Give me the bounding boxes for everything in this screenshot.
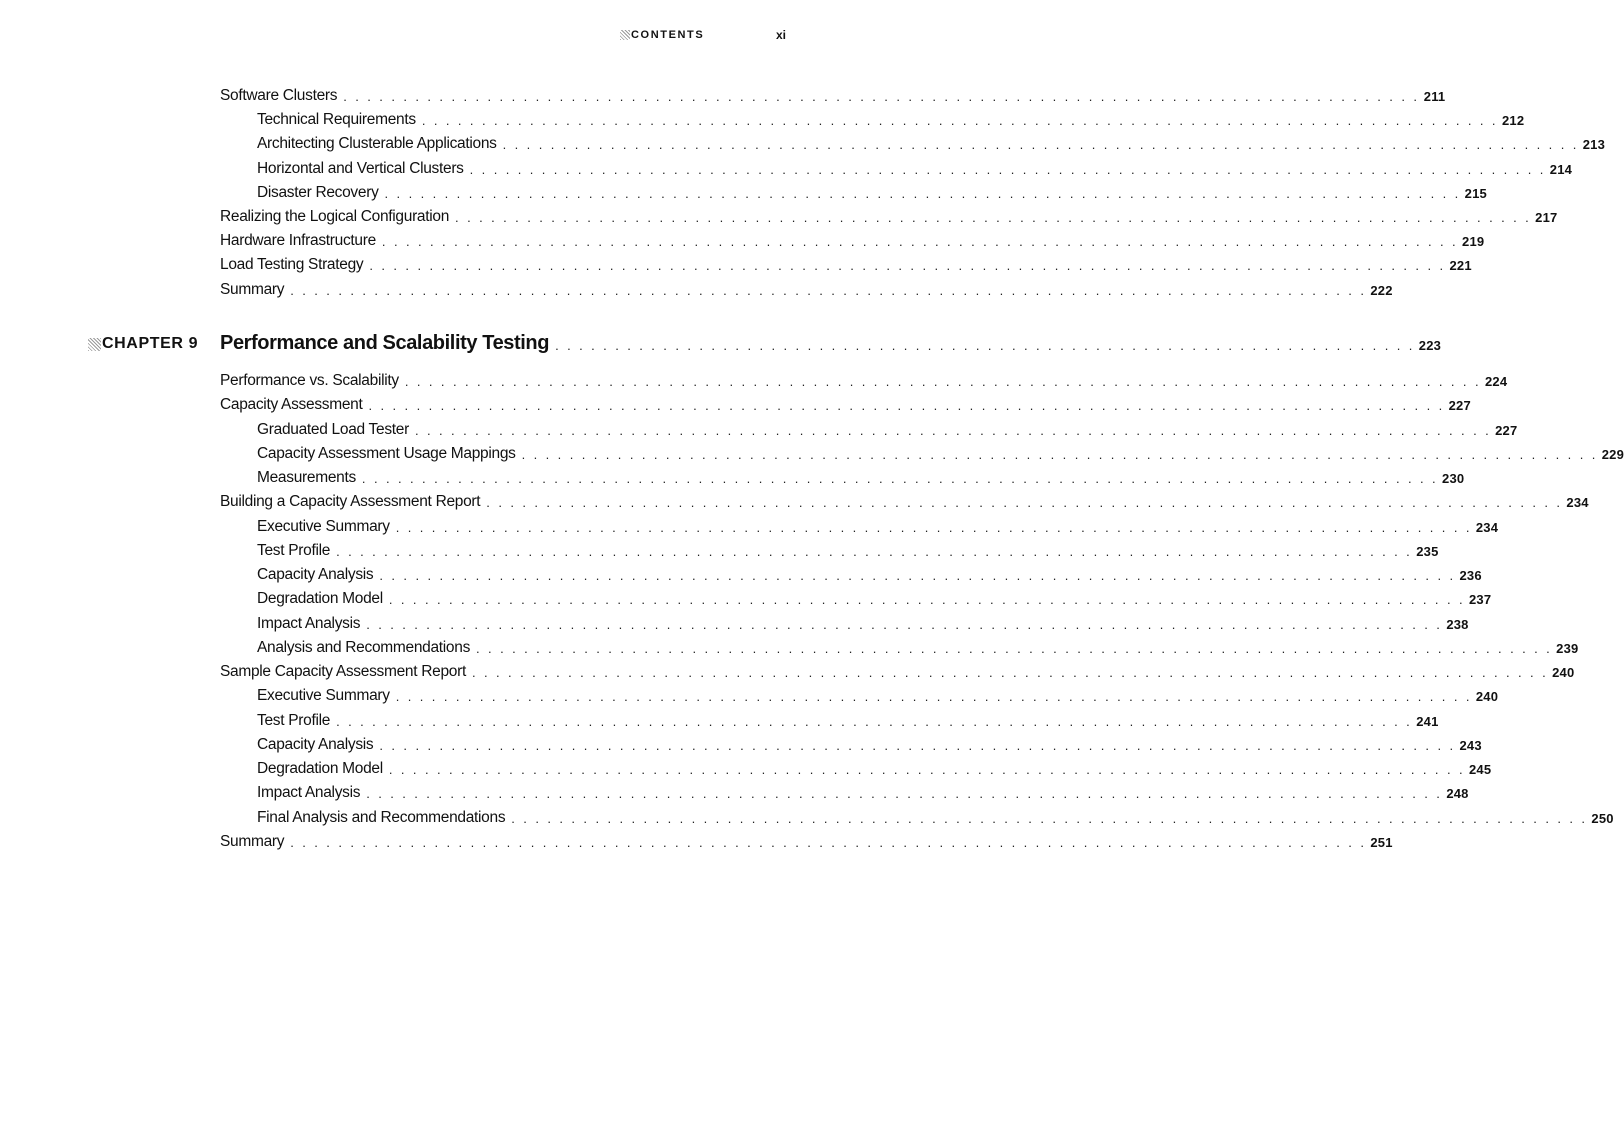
dot-leader: . . . . . . . . . . . . . . . . . . . . . . . . . . . . . . . . . . . . . . . . . . . . . . . . . . . . . . . . . . . . . . . . . . . . . . . . . . . . . . . . . . . . . . . . . . — [368, 398, 1445, 414]
toc-entry-title: Summary — [220, 280, 285, 298]
toc-entry-title: Technical Requirements — [257, 111, 416, 129]
toc-entry-page: 235 — [1416, 543, 1439, 559]
toc-entry-title: Executive Summary — [257, 517, 390, 535]
dot-leader: . . . . . . . . . . . . . . . . . . . . . . . . . . . . . . . . . . . . . . . . . . . . . . . . . . . . . . . . . . . . . . . . . . . . . . . . . . . . . . . . . . . . . . . . . . — [471, 665, 1549, 680]
dot-leader: . . . . . . . . . . . . . . . . . . . . . . . . . . . . . . . . . . . . . . . . . . . . . . . . . . . . . . . . . . . . . . . . . . . . . . . . . . . . . . . . . . . . . . . . . . — [336, 543, 1413, 559]
hatch-ornament-icon — [620, 30, 630, 40]
toc-entry[interactable] — [257, 734, 1482, 756]
dot-leader: . . . . . . . . . . . . . . . . . . . . . . . . . . . . . . . . . . . . . . . . . . . . . . . . . . . . . . . . . . . . . . . . . . . . . . . . . . . . . . . . . . . . . . . . . . — [502, 137, 1579, 153]
toc-entry-title: Sample Capacity Assessment Report — [220, 663, 466, 680]
toc-entry-title: Horizontal and Vertical Clusters — [257, 159, 464, 177]
toc-entry-page: 227 — [1448, 398, 1471, 414]
running-head-label: CONTENTS — [631, 29, 705, 41]
toc-entry-page: 219 — [1462, 234, 1485, 250]
dot-leader: . . . . . . . . . . . . . . . . . . . . . . . . . . . . . . . . . . . . . . . . . . . . . . . . . . . . . . . . . . . . . . . . . . . . . . . . . . . . . . . . . . . . . . . . . . — [379, 737, 1456, 753]
toc-entry-title: Graduated Load Tester — [257, 420, 409, 438]
chapter-label — [88, 332, 198, 356]
toc-entry[interactable] — [220, 254, 1472, 276]
dot-leader: . . . . . . . . . . . . . . . . . . . . . . . . . . . . . . . . . . . . . . . . . . . . . . . . . . . . . . . . . . . . . . . . . . . . . . . . . . . . . . . . . . . . . . . . . . — [290, 834, 1367, 850]
dot-leader: . . . . . . . . . . . . . . . . . . . . . . . . . . . . . . . . . . . . . . . . . . . . . . . . . . . . . . . . . . . . . . . . . . . . . . . . . . . . . . . . . . . . . . . . . . — [366, 616, 1443, 632]
dot-leader: . . . . . . . . . . . . . . . . . . . . . . . . . . . . . . . . . . . . . . . . . . . . . . . . . . . . . . . . . . . . . . . . . . . . . . . . . . . . . . . . . . . . . . . . . . — [455, 210, 1532, 225]
dot-leader: . . . . . . . . . . . . . . . . . . . . . . . . . . . . . . . . . . . . . . . . . . . . . . . . . . . . . . . . . . . . . . . . . . . . . . . . . . . . . . . . . . . . . . . . . . — [290, 282, 1367, 298]
toc-entry[interactable] — [257, 758, 1492, 780]
toc-entry-page: 213 — [1582, 137, 1606, 153]
toc-entry[interactable] — [220, 206, 1558, 228]
toc-entry[interactable] — [220, 394, 1471, 416]
toc-entry[interactable] — [220, 661, 1575, 683]
toc-entry[interactable] — [220, 491, 1589, 513]
toc-entry-page: 250 — [1591, 810, 1614, 826]
toc-entry-title: Summary — [220, 832, 285, 850]
dot-leader: . . . . . . . . . . . . . . . . . . . . . . . . . . . . . . . . . . . . . . . . . . . . . . . . . . . . . . . . . . . . . . . . . . . . . . . . . . . . . . . . . . . . . . . . . . — [366, 786, 1443, 802]
toc-entry-page: 221 — [1449, 258, 1472, 274]
toc-entry[interactable] — [257, 133, 1606, 155]
toc-entry-page: 237 — [1469, 592, 1492, 608]
page-number: xi — [775, 28, 786, 42]
toc-entry[interactable] — [257, 419, 1518, 441]
dot-leader: . . . . . . . . . . . . . . . . . . . . . . . . . . . . . . . . . . . . . . . . . . . . . . . . . . . . . . . . . . . . . . . . . . . . . . . . . . . . . . . . . . . . . . . . . . — [404, 374, 1481, 389]
toc-entry[interactable] — [257, 807, 1614, 829]
toc-entry-title: Capacity Assessment — [220, 396, 363, 414]
toc-entry-page: 238 — [1446, 616, 1469, 632]
toc-entry-page: 234 — [1566, 495, 1589, 511]
dot-leader: . . . . . . . . . . . . . . . . . . . . . . . . . . . . . . . . . . . . . . . . . . . . . . . . . . . . . . . . . . . . . . . . . . . . . . . . . . . . . . . . . . . . . . . . . . — [361, 471, 1439, 486]
dot-leader: . . . . . . . . . . . . . . . . . . . . . . . . . . . . . . . . . . . . . . . . . . . . . . . . . . . . . . . . . . . . . . . . . . . . . . . . . . . . . . . . . . . . . . . . . . — [384, 185, 1461, 201]
toc-entry-page: 240 — [1475, 689, 1499, 705]
dot-leader: . . . . . . . . . . . . . . . . . . . . . . . . . . . . . . . . . . . . . . . . . . . . . . . . . . . . . . . . . . . . . . . . . . . . . . . . — [555, 338, 1415, 353]
toc-entry-page: 224 — [1484, 374, 1508, 389]
dot-leader: . . . . . . . . . . . . . . . . . . . . . . . . . . . . . . . . . . . . . . . . . . . . . . . . . . . . . . . . . . . . . . . . . . . . . . . . . . . . . . . . . . . . . . . . . . — [395, 519, 1472, 535]
dot-leader: . . . . . . . . . . . . . . . . . . . . . . . . . . . . . . . . . . . . . . . . . . . . . . . . . . . . . . . . . . . . . . . . . . . . . . . . . . . . . . . . . . . . . . . . . . — [388, 592, 1465, 608]
chapter-number: CHAPTER 9 — [102, 335, 199, 352]
toc-entry-title: Architecting Clusterable Applications — [257, 135, 497, 153]
toc-entry-title: Realizing the Logical Configuration — [220, 208, 450, 225]
toc-entry[interactable] — [257, 710, 1439, 732]
dot-leader: . . . . . . . . . . . . . . . . . . . . . . . . . . . . . . . . . . . . . . . . . . . . . . . . . . . . . . . . . . . . . . . . . . . . . . . . . . . . . . . . . . . . . . . . . . — [469, 161, 1546, 177]
toc-entry[interactable] — [257, 443, 1624, 465]
toc-entry-page: 215 — [1464, 185, 1487, 201]
running-head — [620, 27, 790, 43]
dot-leader: . . . . . . . . . . . . . . . . . . . . . . . . . . . . . . . . . . . . . . . . . . . . . . . . . . . . . . . . . . . . . . . . . . . . . . . . . . . . . . . . . . . . . . . . . . — [395, 689, 1472, 705]
toc-entry[interactable] — [220, 370, 1508, 392]
dot-leader: . . . . . . . . . . . . . . . . . . . . . . . . . . . . . . . . . . . . . . . . . . . . . . . . . . . . . . . . . . . . . . . . . . . . . . . . . . . . . . . . . . . . . . . . . . — [421, 113, 1498, 129]
toc-entry-page: 248 — [1446, 786, 1469, 802]
dot-leader: . . . . . . . . . . . . . . . . . . . . . . . . . . . . . . . . . . . . . . . . . . . . . . . . . . . . . . . . . . . . . . . . . . . . . . . . . . . . . . . . . . . . . . . . . . — [336, 713, 1413, 729]
toc-entry-title: Impact Analysis — [257, 614, 361, 632]
toc-entry-page: 212 — [1501, 113, 1525, 129]
toc-entry[interactable] — [220, 279, 1393, 301]
toc-entry-page: 227 — [1495, 422, 1518, 438]
dot-leader: . . . . . . . . . . . . . . . . . . . . . . . . . . . . . . . . . . . . . . . . . . . . . . . . . . . . . . . . . . . . . . . . . . . . . . . . . . . . . . . . . . . . . . . . . . — [476, 640, 1553, 656]
dot-leader: . . . . . . . . . . . . . . . . . . . . . . . . . . . . . . . . . . . . . . . . . . . . . . . . . . . . . . . . . . . . . . . . . . . . . . . . . . . . . . . . . . . . . . . . . . — [486, 495, 1563, 511]
toc-entry-title: Final Analysis and Recommendations — [257, 808, 506, 826]
toc-entry-page: 217 — [1535, 210, 1558, 225]
toc-entry-title: Test Profile — [257, 711, 331, 729]
toc-entry-title: Measurements — [257, 469, 356, 486]
toc-entry-page: 241 — [1416, 713, 1439, 729]
toc-entry-title: Software Clusters — [220, 87, 338, 104]
toc-entry[interactable] — [257, 613, 1469, 635]
toc-entry-page: 214 — [1549, 161, 1573, 177]
toc-entry[interactable] — [257, 516, 1499, 538]
toc-entry-page: 229 — [1601, 446, 1624, 462]
toc-entry[interactable] — [257, 782, 1469, 804]
toc-entry[interactable] — [257, 182, 1487, 204]
toc-entry[interactable] — [220, 85, 1446, 107]
dot-leader: . . . . . . . . . . . . . . . . . . . . . . . . . . . . . . . . . . . . . . . . . . . . . . . . . . . . . . . . . . . . . . . . . . . . . . . . . . . . . . . . . . . . . . . . . . — [379, 568, 1456, 583]
chapter-heading[interactable] — [220, 330, 1442, 356]
toc-entry-page: 222 — [1370, 282, 1393, 298]
toc-entry[interactable] — [257, 158, 1573, 180]
toc-entry-title: Capacity Analysis — [257, 735, 374, 753]
toc-entry-title: Analysis and Recommendations — [257, 638, 471, 656]
toc-entry-title: Hardware Infrastructure — [220, 232, 376, 250]
toc-entry-title: Capacity Analysis — [257, 566, 374, 583]
toc-entry-page: 251 — [1370, 834, 1393, 850]
toc-entry-title: Performance vs. Scalability — [220, 372, 399, 389]
toc-entry[interactable] — [257, 637, 1579, 659]
toc-entry-page: 245 — [1469, 762, 1492, 777]
chapter-title: Performance and Scalability Testing — [220, 332, 550, 354]
toc-entry[interactable] — [220, 230, 1485, 252]
chapter-page: 223 — [1418, 338, 1442, 353]
toc-entry-page: 211 — [1423, 89, 1446, 104]
toc-entry[interactable] — [257, 564, 1482, 586]
toc-entry[interactable] — [220, 831, 1393, 853]
toc-entry-title: Disaster Recovery — [257, 183, 379, 201]
dot-leader: . . . . . . . . . . . . . . . . . . . . . . . . . . . . . . . . . . . . . . . . . . . . . . . . . . . . . . . . . . . . . . . . . . . . . . . . . . . . . . . . . . . . . . . . . . — [381, 234, 1459, 250]
toc-entry[interactable] — [257, 109, 1525, 131]
dot-leader: . . . . . . . . . . . . . . . . . . . . . . . . . . . . . . . . . . . . . . . . . . . . . . . . . . . . . . . . . . . . . . . . . . . . . . . . . . . . . . . . . . . . . . . . . . — [521, 446, 1598, 462]
toc-entry-page: 234 — [1475, 519, 1499, 535]
toc-entry-page: 243 — [1459, 737, 1482, 753]
toc-entry-title: Degradation Model — [257, 760, 383, 777]
toc-entry[interactable] — [257, 685, 1499, 707]
toc-entry-title: Test Profile — [257, 541, 331, 559]
toc-entry-title: Building a Capacity Assessment Report — [220, 493, 481, 511]
toc-entry-page: 230 — [1442, 471, 1465, 486]
toc-entry-title: Capacity Assessment Usage Mappings — [257, 444, 516, 462]
hatch-ornament-icon — [88, 338, 101, 351]
dot-leader: . . . . . . . . . . . . . . . . . . . . . . . . . . . . . . . . . . . . . . . . . . . . . . . . . . . . . . . . . . . . . . . . . . . . . . . . . . . . . . . . . . . . . . . . . . — [369, 258, 1446, 274]
toc-entry-page: 239 — [1556, 640, 1579, 656]
toc-entry[interactable] — [257, 467, 1465, 489]
toc-entry-title: Load Testing Strategy — [220, 256, 364, 274]
toc-entry-title: Degradation Model — [257, 590, 383, 608]
dot-leader: . . . . . . . . . . . . . . . . . . . . . . . . . . . . . . . . . . . . . . . . . . . . . . . . . . . . . . . . . . . . . . . . . . . . . . . . . . . . . . . . . . . . . . . . . . — [388, 762, 1465, 777]
toc-entry-page: 236 — [1459, 568, 1482, 583]
toc-entry-page: 240 — [1552, 665, 1575, 680]
dot-leader: . . . . . . . . . . . . . . . . . . . . . . . . . . . . . . . . . . . . . . . . . . . . . . . . . . . . . . . . . . . . . . . . . . . . . . . . . . . . . . . . . . . . . . . . . . — [414, 422, 1492, 438]
toc-entry[interactable] — [257, 540, 1439, 562]
dot-leader: . . . . . . . . . . . . . . . . . . . . . . . . . . . . . . . . . . . . . . . . . . . . . . . . . . . . . . . . . . . . . . . . . . . . . . . . . . . . . . . . . . . . . . . . . . — [511, 810, 1588, 826]
dot-leader: . . . . . . . . . . . . . . . . . . . . . . . . . . . . . . . . . . . . . . . . . . . . . . . . . . . . . . . . . . . . . . . . . . . . . . . . . . . . . . . . . . . . . . . . . . — [343, 89, 1420, 104]
toc-entry[interactable] — [257, 588, 1492, 610]
toc-entry-title: Executive Summary — [257, 687, 390, 705]
toc-entry-title: Impact Analysis — [257, 784, 361, 802]
